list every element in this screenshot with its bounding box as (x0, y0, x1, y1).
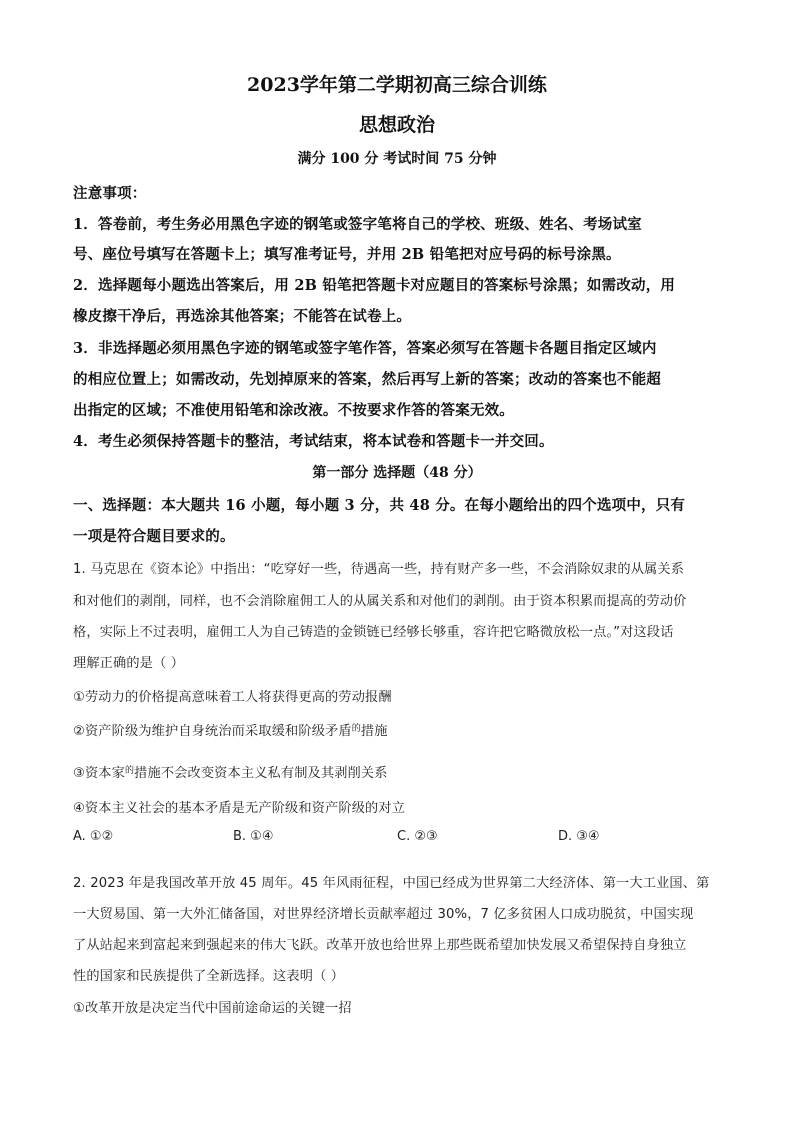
notes-line: 的相应位置上；如需改动，先划掉原来的答案，然后再写上新的答案；改动的答案也不能超 (73, 371, 661, 388)
question-2-statement-1: ①改革开放是决定当代中国前途命运的关键一招 (73, 1001, 352, 1016)
notes-line: 橡皮擦干净后，再选涂其他答案；不能答在试卷上。 (73, 308, 412, 325)
score-time: 满分 100 分 考试时间 75 分钟 (297, 151, 497, 167)
question-2-stem: 2. 2023 年是我国改革开放 45 周年。45 年风雨征程，中国已经成为世界第二大经济体、第一大工业国、第 (73, 876, 710, 891)
section-title: 第一部分 选择题（48 分） (312, 465, 482, 481)
notes-line: 2．选择题每小题选出答案后，用 2B 铅笔把答题卡对应题目的答案标号涂黑；如需改动，用 (73, 277, 676, 294)
question-1-statement-2: ②资产阶级为维护自身统治而采取缓和阶级矛盾$^的$措施 (73, 724, 388, 739)
exam-title: 2023学年第二学期初高三综合训练 (247, 74, 547, 96)
notes-line: 出指定的区域；不准使用铅笔和涂改液。不按要求作答的答案无效。 (73, 402, 514, 419)
option-c[interactable]: C. ②③ (397, 829, 438, 844)
question-1-statement-1: ①劳动力的价格提高意味着工人将获得更高的劳动报酬 (73, 690, 392, 705)
option-a[interactable]: A. ①② (73, 829, 114, 844)
exam-subject: 思想政治 (358, 114, 435, 136)
question-2-stem: 了从站起来到富起来到强起来的伟大飞跃。改革开放也给世界上那些既希望加快发展又希望保持自身独立 (73, 938, 687, 953)
question-2-stem: 一大贸易国、第一大外汇储备国，对世界经济增长贡献率超过 30%，7 亿多贫困人口成功脱贫，中国实现 (73, 907, 694, 922)
question-1-statement-3: ③资本家$^的$措施不会改变资本主义私有制及其剥削关系 (73, 766, 388, 781)
option-b[interactable]: B. ①④ (233, 829, 274, 844)
question-1-stem: 理解正确的是（ ） (73, 656, 185, 671)
notes-line: 1．答卷前，考生务必用黑色字迹的钢笔或签字笔将自己的学校、班级、姓名、考场试室 (73, 216, 642, 233)
notes-line: 4．考生必须保持答题卡的整洁，考试结束，将本试卷和答题卡一并交回。 (73, 433, 554, 450)
section-instructions: 一、选择题：本大题共 16 小题，每小题 3 分，共 48 分。在每小题给出的四个选项中，只有 (73, 497, 686, 514)
notes-line: 3．非选择题必须用黑色字迹的钢笔或签字笔作答，答案必须写在答题卡各题目指定区域内 (73, 340, 657, 357)
option-d[interactable]: D. ③④ (558, 829, 600, 844)
question-2-stem: 性的国家和民族提供了全新选择。这表明（ ） (73, 969, 345, 984)
section-instructions: 一项是符合题目要求的。 (73, 528, 235, 545)
notes-line: 号、座位号填写在答题卡上；填写准考证号，并用 2B 铅笔把对应号码的标号涂黑。 (73, 246, 621, 263)
question-1-statement-4: ④资本主义社会的基本矛盾是无产阶级和资产阶级的对立 (73, 801, 406, 816)
notes-heading: 注意事项： (73, 185, 147, 202)
question-1-stem: 格，实际上不过表明，雇佣工人为自己铸造的金锁链已经够长够重，容许把它略微放松一点。”对这段话 (73, 625, 674, 640)
question-1-stem: 和对他们的剥削，同样，也不会消除雇佣工人的从属关系和对他们的剥削。由于资本积累而提高的劳动价 (73, 594, 687, 609)
question-1-stem: 1. 马克思在《资本论》中指出：“吃穿好一些，待遇高一些，持有财产多一些，不会消除奴隶的从属关系 (73, 562, 685, 577)
